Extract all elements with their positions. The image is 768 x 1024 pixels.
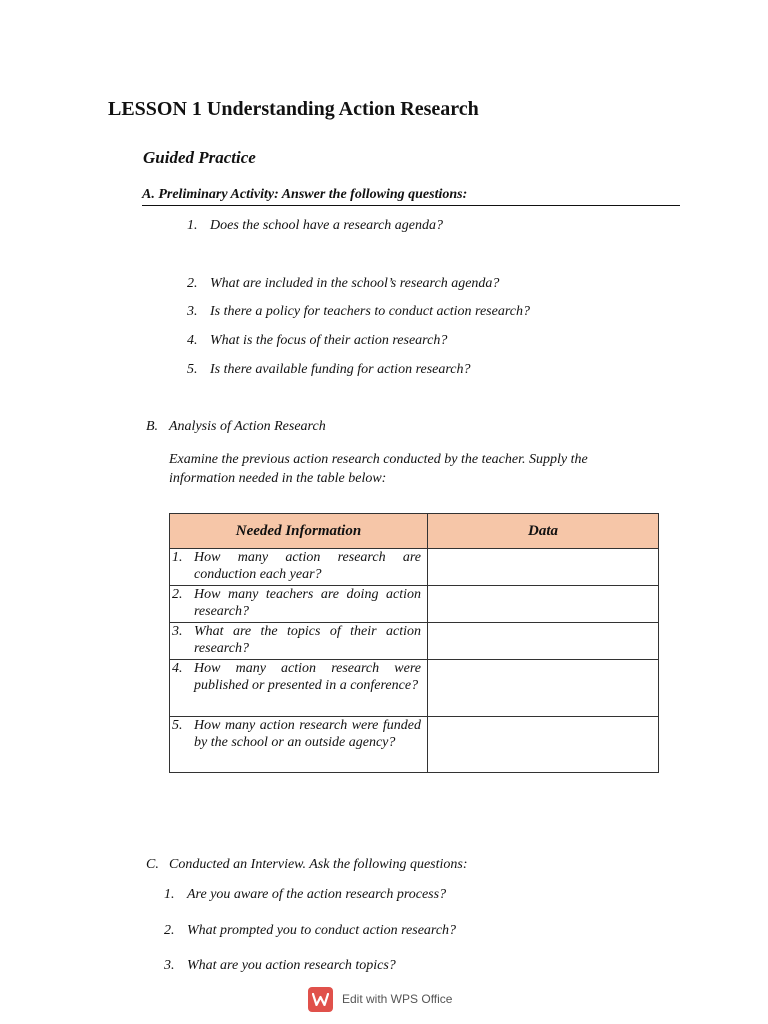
needed-information-cell (170, 586, 428, 623)
section-c-heading (146, 857, 468, 873)
section-b-heading (146, 419, 326, 435)
row-number: 5. (172, 718, 183, 733)
data-cell[interactable] (428, 660, 659, 717)
question-a4 (187, 333, 447, 349)
question-text: What are you action research topics? (187, 958, 396, 973)
question-a3 (187, 304, 530, 320)
question-number: 2. (164, 923, 175, 938)
section-title: Conducted an Interview. Ask the following questions: (169, 857, 468, 872)
question-number: 3. (187, 304, 198, 319)
question-number: 3. (164, 958, 175, 973)
wps-watermark[interactable] (308, 985, 452, 1013)
question-text: What prompted you to conduct action research? (187, 923, 457, 938)
question-text: Is there available funding for action research? (210, 362, 471, 377)
section-b-instructions: Examine the previous action research conducted by the teacher. Supply the information needed in the table below: (169, 452, 588, 486)
question-number: 1. (164, 887, 175, 902)
row-text: What are the topics of their action research? (194, 624, 421, 656)
question-number: 5. (187, 362, 198, 377)
table-row (170, 623, 659, 660)
table-row (170, 549, 659, 586)
wps-logo-icon (308, 987, 333, 1012)
row-number: 4. (172, 661, 183, 676)
section-number: B. (146, 419, 159, 434)
question-a2 (187, 276, 499, 292)
row-text: How many teachers are doing action research? (194, 587, 421, 619)
section-number: C. (146, 857, 159, 872)
needed-information-cell (170, 660, 428, 717)
table-row (170, 717, 659, 773)
section-a-heading: A. Preliminary Activity: Answer the following questions: (142, 187, 680, 206)
data-cell[interactable] (428, 549, 659, 586)
question-number: 4. (187, 333, 198, 348)
question-number: 1. (187, 218, 198, 233)
column-header-data: Data (428, 514, 659, 549)
row-text: How many action research are conduction each year? (194, 550, 421, 582)
question-text: Does the school have a research agenda? (210, 218, 444, 233)
question-c3 (164, 958, 396, 974)
needed-information-cell (170, 717, 428, 773)
section-title: Analysis of Action Research (169, 419, 326, 434)
question-number: 2. (187, 276, 198, 291)
question-a1 (187, 218, 443, 234)
needed-information-cell (170, 623, 428, 660)
section-subtitle: Guided Practice (143, 148, 256, 167)
question-text: Is there a policy for teachers to conduct action research? (210, 304, 530, 319)
column-header-needed-information: Needed Information (170, 514, 428, 549)
question-a5 (187, 362, 471, 378)
question-text: Are you aware of the action research process? (187, 887, 447, 902)
data-cell[interactable] (428, 623, 659, 660)
needed-information-table (169, 513, 659, 773)
table-header-row (170, 514, 659, 549)
row-number: 3. (172, 624, 183, 639)
table-row (170, 660, 659, 717)
wps-watermark-label: Edit with WPS Office (342, 992, 453, 1006)
question-text: What is the focus of their action research? (210, 333, 448, 348)
data-cell[interactable] (428, 717, 659, 773)
question-c1 (164, 887, 446, 903)
question-text: What are included in the school’s research agenda? (210, 276, 500, 291)
data-cell[interactable] (428, 586, 659, 623)
row-text: How many action research were published or presented in a conference? (194, 661, 421, 693)
row-number: 1. (172, 550, 183, 565)
row-number: 2. (172, 587, 183, 602)
question-c2 (164, 923, 456, 939)
needed-information-cell (170, 549, 428, 586)
page-title: LESSON 1 Understanding Action Research (108, 98, 479, 120)
row-text: How many action research were funded by the school or an outside agency? (194, 718, 421, 750)
table-row (170, 586, 659, 623)
